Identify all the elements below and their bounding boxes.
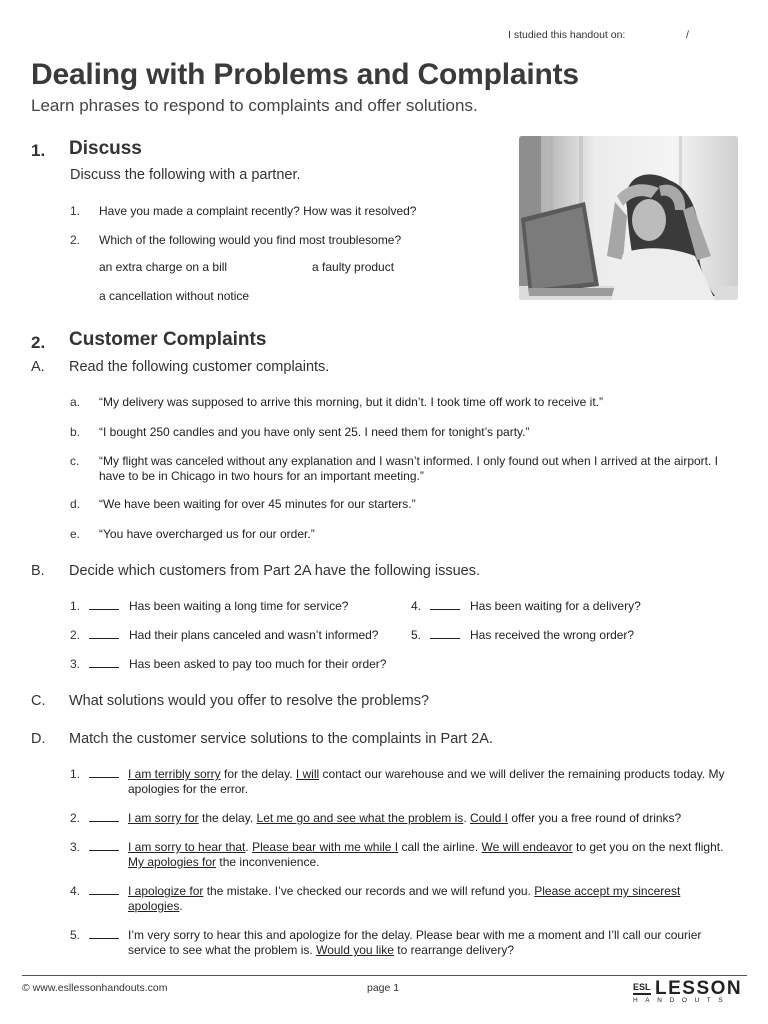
complaint-marker: c. xyxy=(70,454,80,468)
discuss-question-number: 1. xyxy=(70,204,81,218)
section-1-instruction: Discuss the following with a partner. xyxy=(70,167,301,183)
issue-text: Has received the wrong order? xyxy=(470,628,635,642)
answer-blank[interactable] xyxy=(430,628,460,642)
solution-text: I am sorry to hear that. Please bear with me while I call the airline. We will endeavor to get you on the next flight. My apologies for the inconvenience. xyxy=(128,840,724,869)
studied-date-label: I studied this handout on: / xyxy=(508,29,689,41)
issue-text: Had their plans canceled and wasn’t informed? xyxy=(129,628,379,642)
complaint-text: “We have been waiting for over 45 minutes for our starters.” xyxy=(99,497,416,511)
solution-number: 2. xyxy=(70,811,81,825)
date-slash: / xyxy=(686,29,689,41)
complaint-marker: a. xyxy=(70,395,81,409)
answer-blank[interactable] xyxy=(89,767,119,781)
complaint-marker: b. xyxy=(70,425,81,439)
part-b-instruction: Decide which customers from Part 2A have the following issues. xyxy=(69,563,481,579)
part-d-instruction: Match the customer service solutions to the complaints in Part 2A. xyxy=(69,731,493,747)
solution-number: 3. xyxy=(70,840,81,854)
solution-number: 5. xyxy=(70,928,81,942)
complaint-text: “I bought 250 candles and you have only sent 25. I need them for tonight’s party.” xyxy=(99,425,530,439)
solution-number: 4. xyxy=(70,884,81,898)
footer-copyright-url[interactable]: © www.esllessonhandouts.com xyxy=(22,982,168,994)
solution-text: I apologize for the mistake. I’ve checked our records and we will refund you. Please accept my sincerest apologies. xyxy=(128,884,681,913)
section-1-title: Discuss xyxy=(69,138,142,159)
section-2-number: 2. xyxy=(31,333,46,352)
part-b-letter: B. xyxy=(31,563,45,579)
issue-number: 5. xyxy=(411,628,422,642)
issue-number: 2. xyxy=(70,628,81,642)
answer-blank[interactable] xyxy=(89,599,119,613)
page-subtitle: Learn phrases to respond to complaints and offer solutions. xyxy=(31,96,478,115)
issue-text: Has been waiting for a delivery? xyxy=(470,599,641,613)
page-title: Dealing with Problems and Complaints xyxy=(31,58,579,91)
part-c-letter: C. xyxy=(31,693,46,709)
solution-number: 1. xyxy=(70,767,81,781)
discuss-option: a cancellation without notice xyxy=(99,289,250,303)
solution-text: I am terribly sorry for the delay. I will contact our warehouse and we will deliver the remaining products today. My apologies for the error. xyxy=(128,767,725,796)
esl-lesson-handouts-logo xyxy=(633,980,749,1006)
part-a-instruction: Read the following customer complaints. xyxy=(69,359,330,375)
logo-esl-text: ESL xyxy=(633,980,651,995)
complaint-marker: d. xyxy=(70,497,81,511)
logo-handouts-text: HANDOUTS xyxy=(633,997,731,1004)
issue-text: Has been waiting a long time for service? xyxy=(129,599,349,613)
discuss-option: an extra charge on a bill xyxy=(99,260,228,274)
discuss-option: a faulty product xyxy=(312,260,395,274)
complaint-text: “My flight was canceled without any explanation and I wasn’t informed. I only found out when I arrived at the airport. I have to be in Chicago in two hours for an important meeting.” xyxy=(99,454,719,483)
page-number: page 1 xyxy=(367,982,400,994)
answer-blank[interactable] xyxy=(89,628,119,642)
issue-text: Has been asked to pay too much for their order? xyxy=(129,657,387,671)
discuss-question: Which of the following would you find most troublesome? xyxy=(99,233,402,247)
discuss-question: Have you made a complaint recently? How was it resolved? xyxy=(99,204,417,218)
issue-number: 3. xyxy=(70,657,81,671)
issue-number: 4. xyxy=(411,599,422,613)
part-d-letter: D. xyxy=(31,731,46,747)
answer-blank[interactable] xyxy=(430,599,460,613)
stressed-woman-laptop-photo xyxy=(519,136,738,300)
issue-number: 1. xyxy=(70,599,81,613)
answer-blank[interactable] xyxy=(89,840,119,854)
complaint-text: “My delivery was supposed to arrive this morning, but it didn’t. I took time off work to receive it.” xyxy=(99,395,603,409)
section-2-title: Customer Complaints xyxy=(69,329,267,350)
answer-blank[interactable] xyxy=(89,811,119,825)
discuss-question-number: 2. xyxy=(70,233,81,247)
solution-text: I am sorry for the delay. Let me go and see what the problem is. Could I offer you a free round of drinks? xyxy=(128,811,682,825)
answer-blank[interactable] xyxy=(89,884,119,898)
solution-text: I’m very sorry to hear this and apologize for the delay. Please bear with me a moment and I’ll call our courier service to see what the problem is. Would you like to rearrange delivery? xyxy=(128,928,702,957)
part-a-letter: A. xyxy=(31,359,45,375)
section-1-number: 1. xyxy=(31,141,46,160)
answer-blank[interactable] xyxy=(89,928,119,942)
complaint-text: “You have overcharged us for our order.” xyxy=(99,527,315,541)
answer-blank[interactable] xyxy=(89,657,119,671)
complaint-marker: e. xyxy=(70,527,81,541)
logo-lesson-text: LESSON xyxy=(655,978,743,999)
part-c-instruction: What solutions would you offer to resolve the problems? xyxy=(69,693,430,709)
footer-divider xyxy=(22,975,747,976)
